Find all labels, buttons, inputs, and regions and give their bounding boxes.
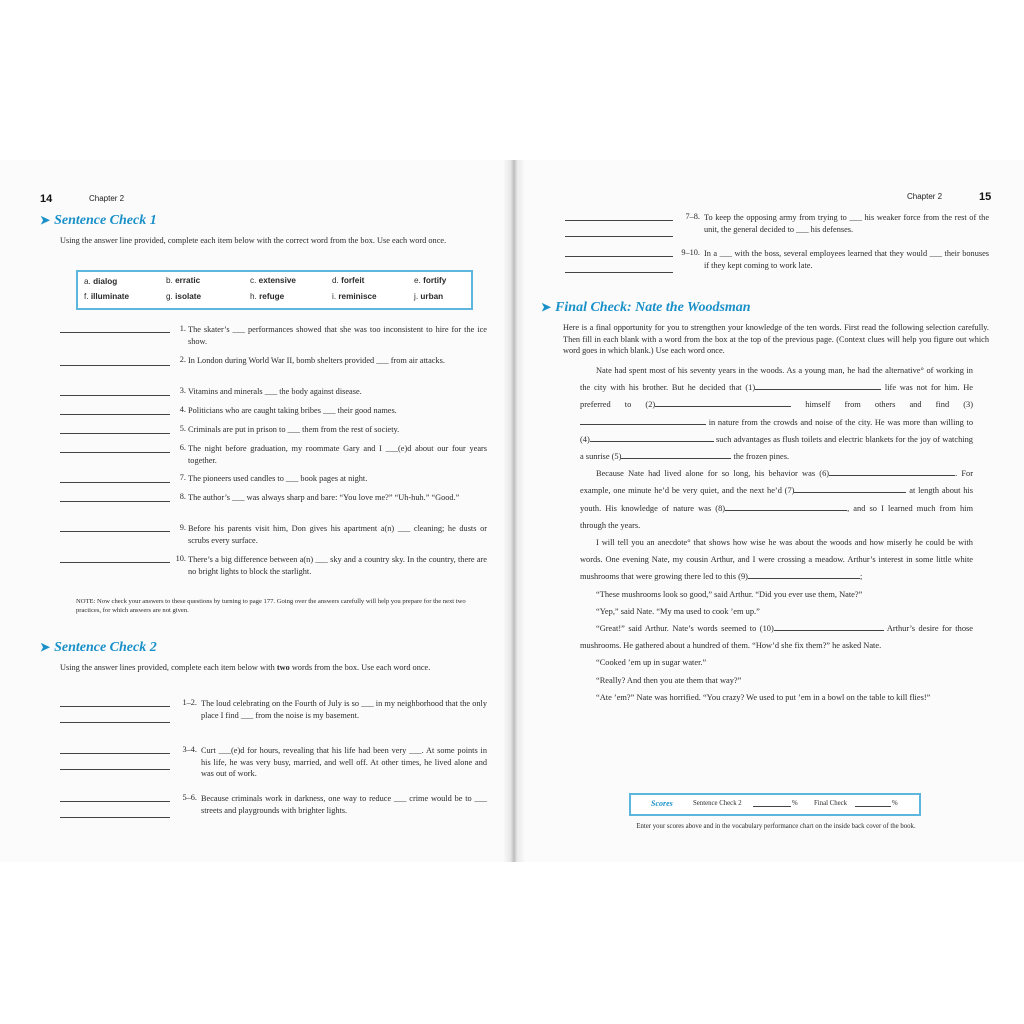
word-box-item: g. isolate xyxy=(166,292,202,301)
item-text: The author’s ___ was always sharp and bare: “You love me?” “Uh-huh.” “Good.” xyxy=(188,493,460,502)
story-paragraph: “Great!” said Arthur. Nate’s words seemed to (10) Arthur’s desire for those mushrooms. He gathered about a hundred of them. “How’d she fix them?” he asked Nate. xyxy=(580,624,973,651)
item-number: 8. xyxy=(179,492,186,501)
answer-line-1[interactable] xyxy=(60,706,170,707)
item-number: 7. xyxy=(179,473,186,482)
arrow-icon: ➤ xyxy=(40,213,51,227)
answer-line-2[interactable] xyxy=(60,365,170,366)
blank-10[interactable] xyxy=(774,622,884,631)
item-text: Curt ___(e)d for hours, revealing that his life had been very ___. At some points in his life, he was very busy, married, and well off. At other times, he lived alone and was out of work. xyxy=(201,746,487,778)
sentence-check-2-heading: ➤ Sentence Check 2 xyxy=(40,640,157,655)
word-box-item: h. refuge xyxy=(250,292,285,301)
item-number: 10. xyxy=(175,554,186,563)
answer-line-5[interactable] xyxy=(60,801,170,802)
item-text: Criminals are put in prison to ___ them from the rest of society. xyxy=(188,425,400,434)
answer-line-1[interactable] xyxy=(60,332,170,333)
percent-sign: % xyxy=(792,800,798,807)
final-check-instructions: Here is a final opportunity for you to strengthen your knowledge of the ten words. First read the following selection carefully. Then fill in each blank with a word from the box at the top of the previous page. (Context clues will help you figure out which word goes in which blank.) Use each word once. xyxy=(563,323,989,355)
item-number: 9–10. xyxy=(681,248,700,257)
story-paragraph: I will tell you an anecdote° that shows how wise he was about the woods and how miserly he could be with words. One evening Nate, my cousin Arthur, and I were crossing a meadow. Arthur’s interest in some little white mushrooms that were growing there led to this (9) ; xyxy=(580,538,973,582)
page-number-left: 14 xyxy=(40,193,53,205)
arrow-icon: ➤ xyxy=(40,640,51,654)
story-paragraph: Because Nate had lived alone for so long, his behavior was (6) . For example, one minute he’d be very quiet, and the next he’d (7) at length about his youth. His knowledge of nature was (8) , and so I learned much from him through the years. xyxy=(580,469,974,530)
item-number: 6. xyxy=(179,443,186,452)
item-text: The skater’s ___ performances showed that she was too inconsistent to hire for the ice show. xyxy=(188,325,487,346)
blank-2[interactable] xyxy=(655,398,791,407)
final-check-score-field[interactable] xyxy=(855,806,891,807)
word-box-item: d. forfeit xyxy=(332,276,365,285)
word-box-item: e. fortify xyxy=(414,276,447,285)
item-text: There’s a big difference between a(n) ___ sky and a country sky. In the country, there are no bright lights to block the starlight. xyxy=(188,555,487,576)
item-text: The pioneers used candles to ___ book pages at night. xyxy=(188,474,368,483)
item-text: To keep the opposing army from trying to ___ his weaker force from the rest of the unit, the general decided to ___ his defenses. xyxy=(704,213,989,234)
blank-5[interactable] xyxy=(621,450,731,459)
item-text: In a ___ with the boss, several employees learned that they would ___ their bonuses if they kept coming to work late. xyxy=(704,249,989,270)
blank-3[interactable] xyxy=(580,416,706,425)
answer-line-2[interactable] xyxy=(60,722,170,723)
story-paragraph: “These mushrooms look so good,” said Arthur. “Did you ever use them, Nate?” xyxy=(596,589,863,599)
blank-1[interactable] xyxy=(755,381,881,390)
final-check-score-label: Final Check xyxy=(814,800,848,807)
answer-line-9[interactable] xyxy=(60,531,170,532)
word-box-item: j. urban xyxy=(414,292,444,301)
sentence-check-2-instructions: Using the answer lines provided, complete each item below with two words from the box. Use each word once. xyxy=(60,663,431,672)
percent-sign: % xyxy=(892,800,898,807)
answer-line-6[interactable] xyxy=(60,452,170,453)
word-box-item: f. illuminate xyxy=(84,292,130,301)
story-paragraph: “Yep,” said Nate. “My ma used to cook ’em up.” xyxy=(596,606,760,616)
item-text: The loud celebrating on the Fourth of July is so ___ in my neighborhood that the only place I find ___ from the noise is my basement. xyxy=(201,699,487,720)
answer-line-8[interactable] xyxy=(60,501,170,502)
word-box-item: c. extensive xyxy=(250,276,296,285)
item-text: In London during World War II, bomb shelters provided ___ from air attacks. xyxy=(188,356,445,365)
item-text: The night before graduation, my roommate Gary and I ___(e)d about our four years together. xyxy=(188,444,487,465)
blank-7[interactable] xyxy=(794,484,906,493)
word-box-item: a. dialog xyxy=(84,277,118,286)
item-number: 5–6. xyxy=(182,793,197,802)
answer-line-9[interactable] xyxy=(565,256,673,257)
answer-line-3[interactable] xyxy=(60,753,170,754)
scores-box xyxy=(629,793,921,816)
item-text: Before his parents visit him, Don gives his apartment a(n) ___ cleaning; he dusts or scrubs every surface. xyxy=(188,524,487,545)
answer-line-4[interactable] xyxy=(60,414,170,415)
arrow-icon: ➤ xyxy=(541,300,552,314)
scores-note: Enter your scores above and in the vocabulary performance chart on the inside back cover of the book. xyxy=(636,823,916,830)
blank-8[interactable] xyxy=(725,502,847,511)
final-check-heading: ➤ Final Check: Nate the Woodsman xyxy=(541,300,751,315)
chapter-label-left: Chapter 2 xyxy=(89,194,125,203)
item-number: 1. xyxy=(179,324,186,333)
item-number: 7–8. xyxy=(685,212,700,221)
final-check-story xyxy=(580,362,973,706)
story-paragraph: “Cooked ’em up in sugar water.” xyxy=(596,658,707,668)
answer-line-4[interactable] xyxy=(60,769,170,770)
page-number-right: 15 xyxy=(979,191,992,203)
blank-9[interactable] xyxy=(748,570,860,579)
story-paragraph: “Ate ’em?” Nate was horrified. “You crazy? We used to put ’em in a bowl on the table to kill flies!” xyxy=(596,692,931,702)
item-text: Politicians who are caught taking bribes ___ their good names. xyxy=(188,406,397,415)
story-paragraph: “Really? And then you ate them that way?” xyxy=(596,675,742,685)
sentence-check-1-heading: ➤ Sentence Check 1 xyxy=(40,213,157,228)
word-box-item: b. erratic xyxy=(166,276,201,285)
item-number: 3. xyxy=(179,386,186,395)
answer-line-6[interactable] xyxy=(60,817,170,818)
item-text: Because criminals work in darkness, one way to reduce ___ crime would be to ___ streets and playgrounds with brighter lights. xyxy=(201,794,487,815)
item-number: 5. xyxy=(179,424,186,433)
answer-line-10[interactable] xyxy=(60,562,170,563)
story-paragraph: Nate had spent most of his seventy years in the woods. As a young man, he had the alternative° of working in the city with his brother. But he decided that (1) life was not for him. He preferred to (2) himself from others and find (3) in nature from the crowds and noise of the city. He was more than willing to (4) such advantages as flush toilets and electric blankets for the joy of watching a sunrise (5) the frozen pines. xyxy=(580,366,974,462)
item-text: Vitamins and minerals ___ the body against disease. xyxy=(188,387,362,396)
chapter-label-right: Chapter 2 xyxy=(907,192,943,201)
sentence-check-2-score-field[interactable] xyxy=(753,806,791,807)
item-number: 1–2. xyxy=(182,698,197,707)
blank-4[interactable] xyxy=(590,433,714,442)
sentence-check-2-score-label: Sentence Check 2 xyxy=(693,800,742,807)
item-number: 9. xyxy=(179,523,186,532)
book-gutter xyxy=(503,160,525,862)
answer-line-7[interactable] xyxy=(565,220,673,221)
answer-line-3[interactable] xyxy=(60,395,170,396)
item-number: 4. xyxy=(179,405,186,414)
answer-line-10[interactable] xyxy=(565,272,673,273)
left-page xyxy=(0,160,505,862)
answer-line-7[interactable] xyxy=(60,482,170,483)
blank-6[interactable] xyxy=(829,467,955,476)
answer-line-5[interactable] xyxy=(60,433,170,434)
right-page xyxy=(525,160,1024,862)
answer-note: NOTE: Now check your answers to these questions by turning to page 177. Going over the answers carefully will help you prepare for the next two practices, for which answers are not given. xyxy=(76,598,466,614)
answer-line-8[interactable] xyxy=(565,236,673,237)
word-box-item: i. reminisce xyxy=(332,292,377,301)
item-number: 2. xyxy=(179,355,186,364)
item-number: 3–4. xyxy=(182,745,197,754)
word-box xyxy=(76,270,473,310)
scores-label: Scores xyxy=(651,799,673,808)
sentence-check-1-instructions: Using the answer line provided, complete each item below with the correct word from the box. Use each word once. xyxy=(60,236,447,245)
